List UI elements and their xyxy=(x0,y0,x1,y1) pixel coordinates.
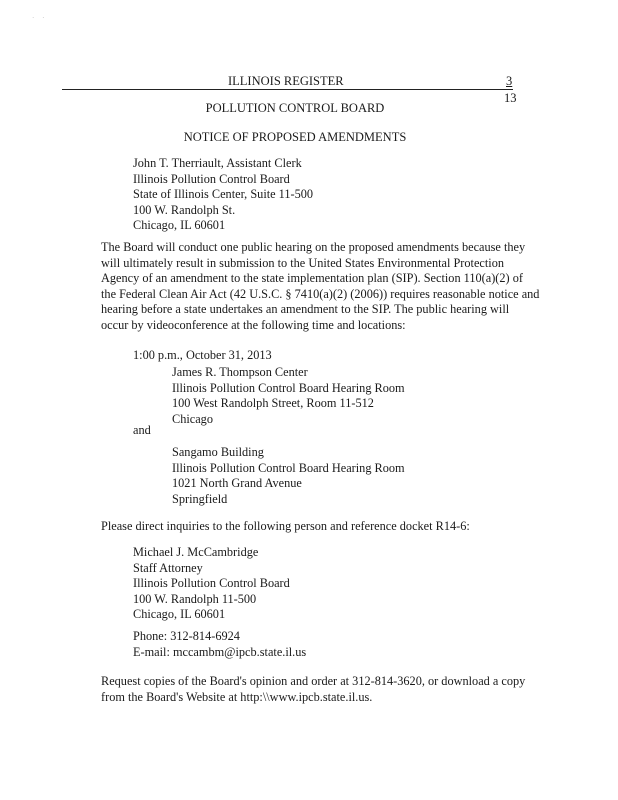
location-line: Illinois Pollution Control Board Hearing Room xyxy=(172,380,405,395)
paragraph-line: from the Board's Website at http:\\www.ipcb.state.il.us. xyxy=(101,689,373,704)
location-line: Sangamo Building xyxy=(172,445,264,459)
contact-line: Illinois Pollution Control Board xyxy=(133,576,290,591)
address-line: John T. Therriault, Assistant Clerk xyxy=(133,156,302,170)
location-line: Chicago xyxy=(172,411,213,426)
paragraph-line: Agency of an amendment to the state implementation plan (SIP). Section 110(a)(2) of xyxy=(101,271,523,286)
contact-line: Staff Attorney xyxy=(133,560,203,575)
issue-number: 13 xyxy=(504,91,517,105)
contact-line: Michael J. McCambridge xyxy=(133,545,259,559)
and-word: and xyxy=(133,423,151,437)
contact-phone-email xyxy=(133,629,306,660)
notice-title: NOTICE OF PROPOSED AMENDMENTS xyxy=(183,130,407,144)
address-line: Chicago, IL 60601 xyxy=(133,218,226,233)
clerk-address xyxy=(133,156,313,234)
scan-mark: · · xyxy=(32,14,48,22)
contact-line: 100 W. Randolph 11-500 xyxy=(133,591,257,606)
location-line: 100 West Randolph Street, Room 11-512 xyxy=(172,396,374,411)
copies-paragraph xyxy=(101,674,525,705)
location-line: Springfield xyxy=(172,491,228,506)
header-rule xyxy=(62,89,513,90)
address-line: 100 W. Randolph St. xyxy=(133,202,236,217)
contact-block xyxy=(133,545,290,623)
location-line: 1021 North Grand Avenue xyxy=(172,476,302,491)
hearing-time: 1:00 p.m., October 31, 2013 xyxy=(133,348,272,362)
location-chicago xyxy=(172,365,405,427)
paragraph-line: Request copies of the Board's opinion and order at 312-814-3620, or download a copy xyxy=(101,674,526,688)
location-line: James R. Thompson Center xyxy=(172,365,308,379)
paragraph-line: The Board will conduct one public hearing on the proposed amendments because they xyxy=(101,240,526,254)
address-line: State of Illinois Center, Suite 11-500 xyxy=(133,187,314,202)
page-number: 3 xyxy=(506,74,513,88)
paragraph-line: the Federal Clean Air Act (42 U.S.C. § 7410(a)(2) (2006)) requires reasonable notice and xyxy=(101,286,540,301)
inquiries-text: Please direct inquiries to the following person and reference docket R14-6: xyxy=(101,519,470,533)
location-line: Illinois Pollution Control Board Hearing Room xyxy=(172,460,405,475)
address-line: Illinois Pollution Control Board xyxy=(133,171,290,186)
register-title: ILLINOIS REGISTER xyxy=(228,74,344,88)
hearing-paragraph xyxy=(101,240,539,334)
location-springfield xyxy=(172,445,405,507)
phone: Phone: 312-814-6924 xyxy=(133,629,240,643)
paragraph-line: hearing before a state undertakes an amendment to the SIP. The public hearing will xyxy=(101,302,510,317)
email: E-mail: mccambm@ipcb.state.il.us xyxy=(133,644,307,659)
paragraph-line: will ultimately result in submission to the United States Environmental Protection xyxy=(101,255,505,270)
contact-line: Chicago, IL 60601 xyxy=(133,607,226,622)
agency-name: POLLUTION CONTROL BOARD xyxy=(205,101,385,115)
paragraph-line: occur by videoconference at the following time and locations: xyxy=(101,317,406,332)
